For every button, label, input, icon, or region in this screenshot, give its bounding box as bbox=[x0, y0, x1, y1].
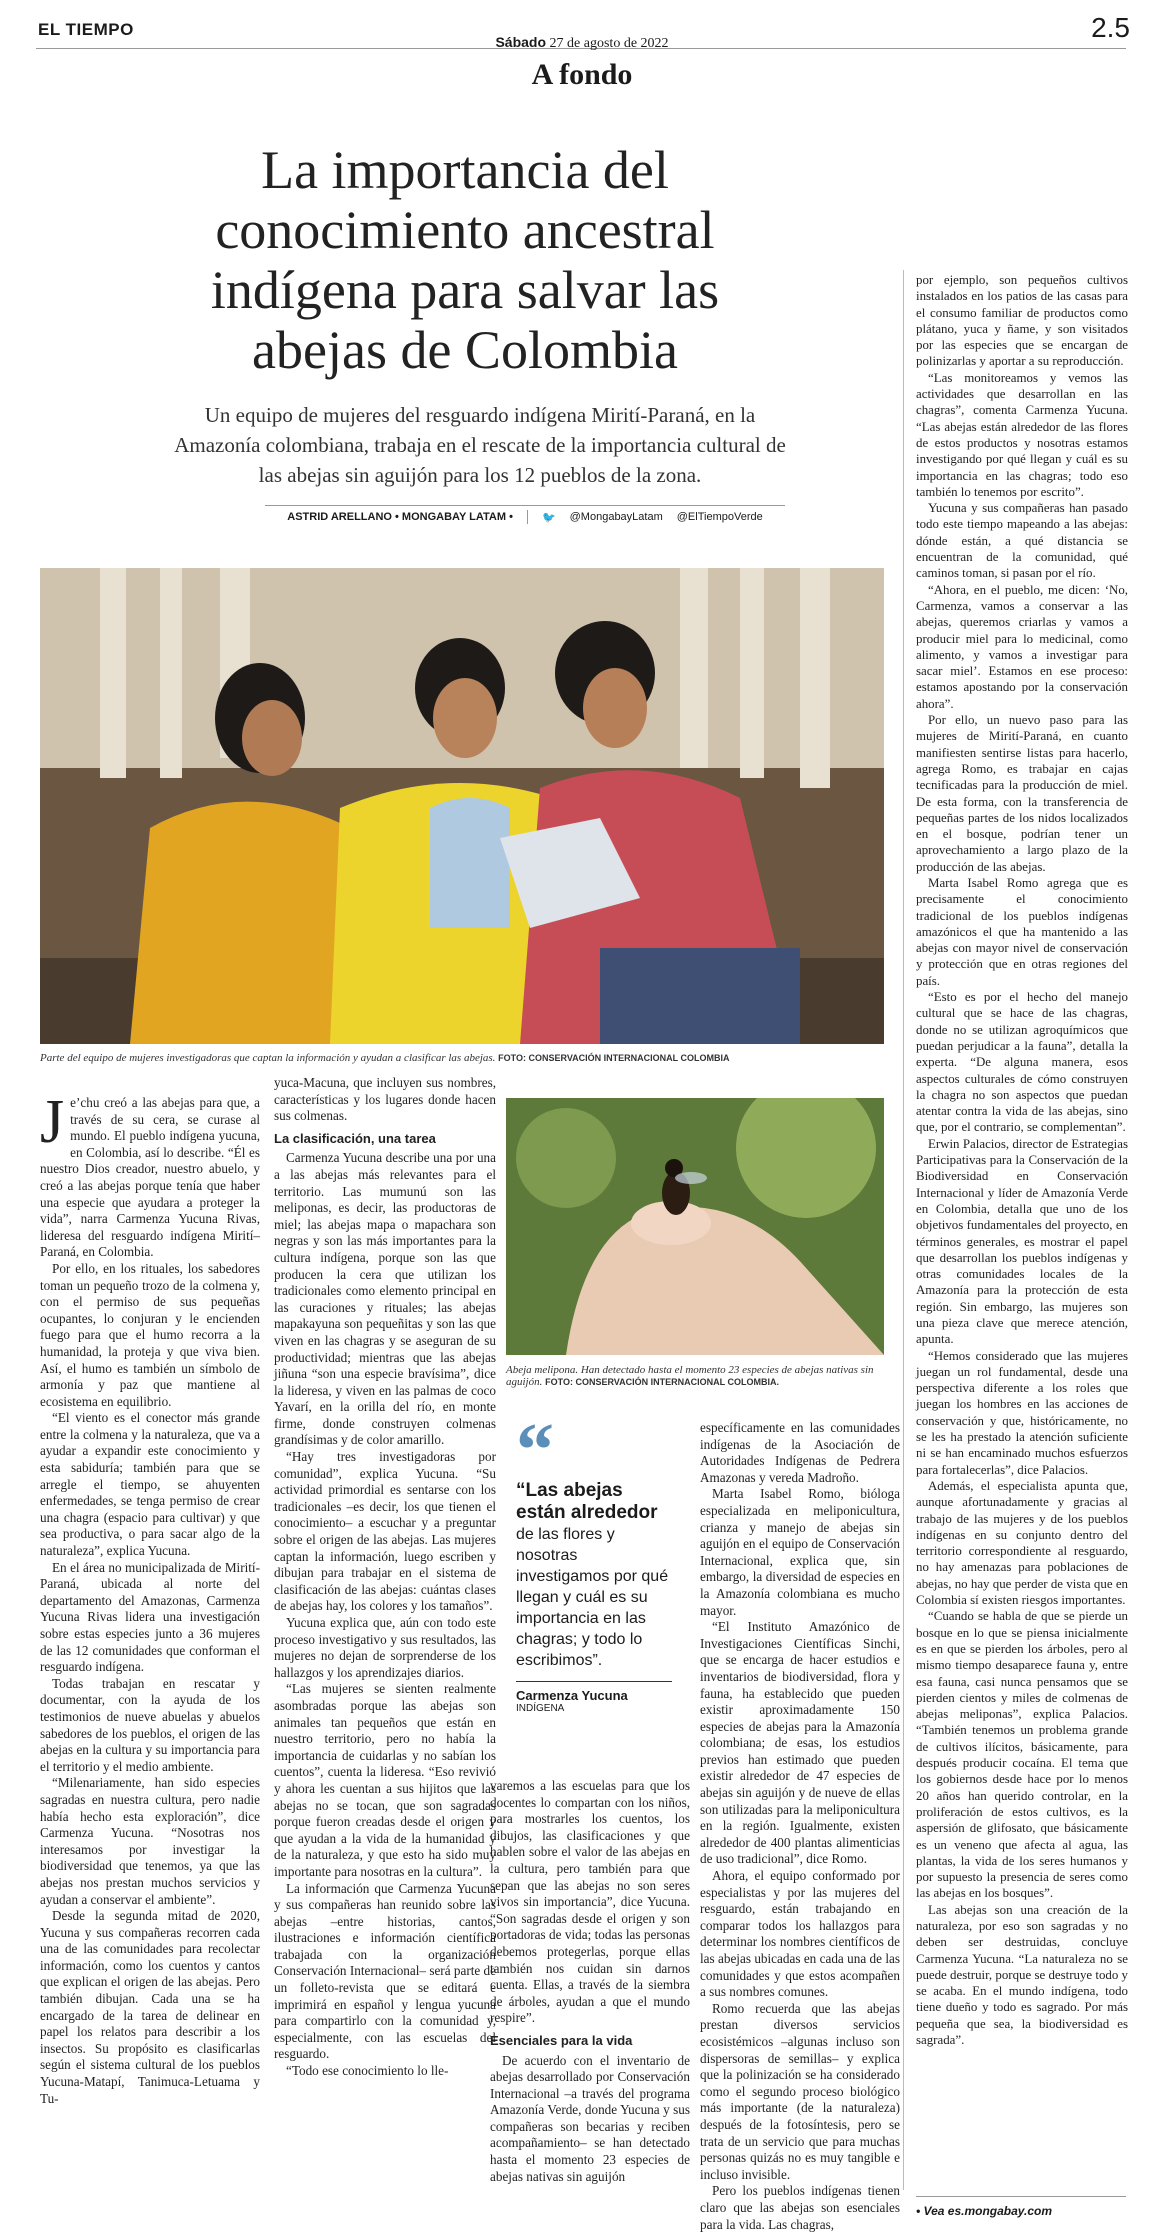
paragraph: Marta Isabel Romo, bióloga especializada en meliponicultura, crianza y manejo de abejas sin aguijón en el equipo de Conservación Internacional, explica que, sin embargo, la diversidad de especies en la Amazonía colombiana es mucho mayor. bbox=[700, 1486, 900, 1618]
paragraph: Las abejas son una creación de la naturaleza, por eso son sagradas y no deben ser destruidas, concluye Carmenza Yucuna. “La naturaleza no se puede destruir, porque se destruye todo y se acaba. En el mundo indígena, todo tiene dueño y todo es sagrado. Por más pequeña que sea, la biodiversidad es sagrada”. bbox=[916, 1902, 1128, 2048]
article-column-2 bbox=[274, 1075, 496, 2080]
byline-author: ASTRID ARELLANO • MONGABAY LATAM • bbox=[287, 511, 513, 523]
bee-caption-credit: FOTO: CONSERVACIÓN INTERNACIONAL COLOMBIA. bbox=[545, 1377, 779, 1387]
subheading: Esenciales para la vida bbox=[490, 2032, 633, 2048]
pull-quote bbox=[516, 1408, 672, 1714]
paragraph: “Esto es por el hecho del manejo cultural que se hace de las chagras, donde no se utilizan agroquímicos que puedan perjudicar a la fauna”, detalla la experta. “De alguna manera, esos aspectos culturales de cómo construyen la chagra no son aspectos que puedan atentar contra la vida de las abejas, sino que, por el contrario, se complementan”. bbox=[916, 990, 1128, 1135]
date-rest: 27 de agosto de 2022 bbox=[549, 36, 669, 51]
paragraph: Erwin Palacios, director de Estrategias Participativas para la Conservación de la Biodiversidad en Conservación Internacional y líder de Amazonía Verde en Colombia, detalla que uno de los objetivos fundamentales del proyecto, en términos generales, es mostrar el papel que desarrollan los pueblos indígenas y otras comunidades locales de la Amazonía para la protección de esta región. Sin embargo, las mujeres son una pieza clave que merece atención, apunta. bbox=[916, 1136, 1128, 1347]
paragraph: De acuerdo con el inventario de abejas desarrollado por Conservación Internacional –a través del programa Amazonía Verde, donde Yucuna y sus compañeras son becarias y reciben acompañamiento– se han detectado hasta el momento 23 especies de abejas nativas sin aguijón bbox=[490, 2052, 690, 2184]
paragraph: “Todo ese conocimiento lo lle- bbox=[286, 2063, 449, 2079]
subtitle: Un equipo de mujeres del resguardo indígena Mirití-Paraná, en la Amazonía colombiana, trabaja en el rescate de la importancia cultural de las abejas sin aguijón para los 12 pueblos de la zona. bbox=[174, 403, 786, 487]
paragraph: Por ello, en los rituales, los sabedores toman un pequeño trozo de la colmena y, con el permiso de sus pequeñas ocupantes, lo conjuran y le encienden fuego para que el humo recorra a la humanidad, la proteja y que viva bien. Así, el humo es también un símbolo de armonía y paz que mantiene al ecosistema en equilibrio. bbox=[40, 1260, 260, 1409]
article-column-5 bbox=[916, 272, 1128, 2048]
paragraph: “Cuando se habla de que se pierde un bosque en lo que se piensa inicialmente es en que se pierden los árboles, pero al mismo tiempo desaparece fauna y, entre esa fauna, casi nunca pensamos que se pierden cientos y miles de colmenas de abejas meliponas”, explica Palacios. “También tenemos un problema grande de cultivos ilícitos, básicamente, para después producir cocaína. El tema que los gobiernos desde hace por lo menos 20 años han querido controlar, en la proliferación de estos cultivos, es la aspersión de glifosato, que básicamente es un veneno que afecta al agua, las plantas, la vida de los seres humanos y por supuesto la presencia de seres como las abejas en los bosques”. bbox=[916, 1609, 1128, 1901]
paragraph: “Hemos considerado que las mujeres juegan un rol fundamental, desde una perspectiva diferente a los roles que juegan los hombres en las acciones de conservación y que, históricamente, no se les ha prestado la atención suficiente ni se han encaminado muchos esfuerzos para fortalecerlas”, dice Palacios. bbox=[916, 1348, 1128, 1477]
byline-handle-1: @MongabayLatam bbox=[569, 511, 663, 523]
pull-quote-rule bbox=[516, 1681, 672, 1682]
paragraph: “Las monitoreamos y vemos las actividades que desarrollan en las chagras”, comenta Carmenza Yucuna. “Las abejas están alrededor de las flores de estos productos y nosotras estamos investigando por qué llegan y cuál es su importancia en las chagras; todo eso también lo tenemos por escrito”. bbox=[916, 370, 1128, 499]
bee-photo bbox=[506, 1098, 884, 1355]
photo-caption bbox=[40, 1052, 890, 1064]
issue-date bbox=[0, 34, 1164, 52]
footer-rule bbox=[916, 2196, 1126, 2197]
paragraph: La información que Carmenza Yucuna y sus compañeras han reunido sobre las abejas –entre historias, cantos, ilustraciones e información científica trabajada con la organización Conservación Internacional– será parte de un folleto-revista que se editará e imprimirá en español y lengua yucuna para compartirlo con la comunidad y, especialmente, con las escuelas del resguardo. bbox=[274, 1880, 496, 2062]
paragraph: Yucuna y sus compañeras han pasado todo este tiempo mapeando a las abejas: dónde están, a qué distancia se encuentran de la comunidad, qué caminos toman, si pasan por el río. bbox=[916, 501, 1128, 581]
paragraph: específicamente en las comunidades indígenas de la Asociación de Autoridades Indígenas de Pedrera Amazonas y vereda Madroño. bbox=[700, 1420, 900, 1485]
paragraph: Romo recuerda que las abejas prestan diversos servicios ecosistémicos –algunas incluso son dispersoras de semillas– y explica que la polinización se ha considerado como el segundo proceso biológico más importante (de la naturaleza) después de la fotosíntesis, pero se trata de un servicio que para muchas personas quizás no es muy tangible e incluso invisible. bbox=[700, 2000, 900, 2182]
paragraph: e’chu creó a las abejas para que, a través de su cera, se curase al mundo. El pueblo indígena yucuna, en Colombia, así lo describe. “Él es nuestro Dios creador, nuestro abuelo, y creó a las abejas porque tenía que haber una especie que ayudara a proteger la vida”, narra Carmenza Yucuna Rivas, lideresa del resguardo indígena Mirití–Paraná, en Colombia. bbox=[40, 1095, 260, 1260]
byline-divider bbox=[527, 510, 528, 524]
paragraph: En el área no municipalizada de Mirití-Paraná, ubicada al norte del departamento del Amazonas, Carmenza Yucuna Rivas lidera una investigación sobre estas especies junto a 36 mujeres de las 12 comunidades que conforman el resguardo indígena. bbox=[40, 1559, 260, 1675]
paragraph: yuca-Macuna, que incluyen sus nombres, características y los lugares donde hacen sus colmenas. bbox=[274, 1075, 496, 1124]
paragraph: “El viento es el conector más grande entre la colmena y la naturaleza, que va a ayudar a expandir este conocimiento y esta sabiduría; también para que se arregle el tiempo, se ahuyenten enfermedades, se tenga permiso de crear una chagra (espacio para cultivar) y que sea productiva, o para sacar algo de la naturaleza”, explica Yucuna. bbox=[40, 1410, 260, 1559]
article-column-3 bbox=[490, 1778, 690, 2185]
section-title: A fondo bbox=[531, 58, 633, 91]
byline-rule bbox=[265, 505, 785, 506]
date-day: Sábado bbox=[495, 34, 547, 50]
twitter-icon: 🐦 bbox=[541, 511, 556, 524]
paragraph: Ahora, el equipo conformado por especialistas y por las mujeres del resguardo, están trabajando en comparar todos los hallazgos para determinar los nombres científicos de las abejas ubicadas en cada una de las comunidades y que estos acompañen a sus nombres comunes. bbox=[700, 1868, 900, 2000]
source-footer: • Vea es.mongabay.com bbox=[916, 2204, 1053, 2218]
column-divider bbox=[903, 270, 904, 2190]
main-photo bbox=[40, 568, 884, 1044]
paragraph: Todas trabajan en rescatar y documentar, con la ayuda de los testimonios de nueve abuelas y abuelos sabedores de los pueblos, el origen de las abejas en la cultura y su importancia para el territorio y el medio ambiente. bbox=[40, 1675, 260, 1774]
paragraph: “Milenariamente, han sido especies sagradas en nuestra cultura, pero nadie había hecho esta exploración”, dice Carmenza Yucuna. “Nosotras nos interesamos por investigar la biodiversidad que tenemos, ya que las abejas nos prestan muchos servicios y ayudan a conservar el ambiente”. bbox=[40, 1775, 260, 1907]
article-column-4 bbox=[700, 1420, 900, 2233]
paragraph: Marta Isabel Romo agrega que es precisamente el conocimiento tradicional de los pueblos indígenas amazónicos el que ha mantenido a las abejas con mayor nivel de conservación y protección que en otras regiones del país. bbox=[916, 875, 1128, 988]
byline-handle-2: @ElTiempoVerde bbox=[676, 511, 763, 523]
paragraph: por ejemplo, son pequeños cultivos instalados en los patios de las casas para el consumo familiar de productos como plátano, yuca y ñame, y son visitados por las especies que se encargan de polinizarlas y aportar a su reproducción. bbox=[916, 273, 1128, 369]
byline bbox=[265, 510, 785, 524]
paragraph: “Hay tres investigadoras por comunidad”, explica Yucuna. “Su actividad primordial es sentarse con los tradicionales –es decir, los que tienen el conocimiento– a escuchar y a preguntar sobre el origen de las abejas. Las mujeres captan la información, luego escriben y dibujan para trabajar en el sistema de clasificación de las abejas: cuántas clases de abejas hay, los colores y los tamaños”. bbox=[274, 1449, 496, 1614]
article-column-1 bbox=[40, 1088, 260, 2107]
pull-quote-name: Carmenza Yucuna bbox=[516, 1688, 628, 1703]
pull-quote-role: INDÍGENA bbox=[516, 1703, 565, 1714]
headline: La importancia del conocimiento ancestral indígena para salvar las abejas de Colombia bbox=[210, 140, 720, 380]
paragraph: Yucuna explica que, aún con todo este proceso investigativo y sus resultados, las mujeres no dejan de sorprenderse de los hallazgos y los aprendizajes diarios. bbox=[274, 1615, 496, 1680]
paragraph: Además, el especialista apunta que, aunque afortunadamente y gracias al trabajo de las mujeres y de los pueblos indígenas en su conjunto dentro del territorio correspondiente al resguardo, no hay amenazas para poblaciones de abejas, no hay que perder de vista que en Colombia sí existen riesgos importantes. bbox=[916, 1478, 1128, 1608]
paragraph: varemos a las escuelas para que los docentes lo compartan con los niños, para mostrarles los cuentos, los dibujos, las clasificaciones y que hablen sobre el valor de las abejas en la cultura, pero también para que sepan que las abejas no son seres vivos sin importancia”, dice Yucuna. “Son sagradas desde el origen y son portadoras de vida; todas las personas debemos protegerlas, porque ellas también nos cuidan sin darnos cuenta. Ellas, a través de la siembra de árboles, ayudan a que el mundo respire”. bbox=[490, 1778, 690, 2026]
masthead: EL TIEMPO bbox=[38, 20, 134, 39]
melipona-bee-photo bbox=[506, 1098, 884, 1355]
dropcap: J bbox=[40, 1088, 65, 1156]
photo-caption-text: Parte del equipo de mujeres investigadoras que captan la información y ayudan a clasificar las abejas. bbox=[40, 1052, 496, 1064]
pull-quote-lead: “Las abejas están alrededor bbox=[516, 1480, 658, 1523]
bee-photo-caption bbox=[506, 1364, 886, 1388]
bee-caption-text: Abeja melipona. Han detectado hasta el momento 23 especies de abejas nativas sin aguijón. bbox=[506, 1364, 874, 1388]
page-number: 2.5 bbox=[1091, 12, 1130, 43]
paragraph: Carmenza Yucuna describe una por una a las abejas más relevantes para el territorio. Las mumunú son las meliponas, es decir, las productoras de miel; las abejas mapa o mapachara son negras y son las más importantes para la cultura indígena, porque son las que producen la cera que utilizan los tradicionales como elemento principal en las curaciones y rituales; las abejas mapakayuna son pequeñitas y son las que viven en las chagras y se aseguran de su productividad; mientras que las abejas jiñuna “son una especie bravísima”, dice la lideresa, y viven en las palmas de coco Yavarí, en la orilla del río, en monte firme, donde construyen colmenas grandísimas y de color amarillo. bbox=[274, 1150, 496, 1448]
women-researchers-photo bbox=[40, 568, 884, 1044]
photo-caption-credit: FOTO: CONSERVACIÓN INTERNACIONAL COLOMBIA bbox=[498, 1053, 730, 1063]
paragraph: Desde la segunda mitad de 2020, Yucuna y sus compañeras recorren cada una de las comunidades para recolectar información, como los cuentos y cantos que explican el origen de las abejas. Pero también dibujan. Cada una se ha encargado de la tarea de delinear en papel los relatos para describir a los insectos. Su propósito es clasificarlas según el sistema cultural de los pueblos Yucuna-Matapí, Tanimuca-Letuama y Tu- bbox=[40, 1908, 260, 2106]
paragraph: “El Instituto Amazónico de Investigaciones Científicas Sinchi, que se encarga de hacer estudios e inventarios de biodiversidad, flora y fauna, ha establecido que pueden existir aproximadamente 150 especies de abejas para la Amazonía colombiana; de esas, los estudios previos han estimado que pueden existir alrededor de 47 especies de abejas sin aguijón y de nueve de ellas son utilizadas para la meliponicultura en la región. Igualmente, existen alrededor de 400 plantas alimenticias de uso tradicional”, dice Romo. bbox=[700, 1619, 900, 1867]
subheading: La clasificación, una tarea bbox=[274, 1130, 436, 1146]
paragraph: Pero los pueblos indígenas tienen claro que las abejas son esenciales para la vida. Las chagras, bbox=[700, 2183, 900, 2232]
paragraph: “Las mujeres se sienten realmente asombradas porque las abejas son animales tan pequeños que están en nuestro territorio, pero no había la importancia de cuidarlas y no sabían los cuentos”, cuenta la lideresa. “Eso revivió y ahora les cuentan a sus hijitos que las abejas no se tocan, que son sagradas porque fueron creadas desde el origen y que ayudan a la vida de la humanidad y de la naturaleza, y que esto ha sido muy importante para nosotras en la cultura”. bbox=[274, 1681, 496, 1879]
paragraph: Por ello, un nuevo paso para las mujeres de Mirití-Paraná, en cuanto manifiesten sentirse listas para hacerlo, agrega Romo, es trabajar en cajas tecnificadas para la producción de miel. De esta forma, con la transferencia de pequeñas partes de los nidos localizados en el bosque, podrían tener un aprovechamiento a largo plazo de la producción de las abejas. bbox=[916, 713, 1128, 874]
paragraph: “Ahora, en el pueblo, me dicen: ‘No, Carmenza, vamos a conservar a las abejas, queremos criarlas y vamos a producir miel para lo medicinal, como alimento, y vamos a investigar para sacar miel’. Estamos en ese proceso: estamos apostando por la conservación ahora”. bbox=[916, 582, 1128, 711]
quote-mark-icon: “ bbox=[516, 1408, 554, 1492]
pull-quote-body: de las flores y nosotras investigamos por qué llegan y cuál es su importancia en las chagras; y todo lo escribimos”. bbox=[516, 1526, 669, 1669]
